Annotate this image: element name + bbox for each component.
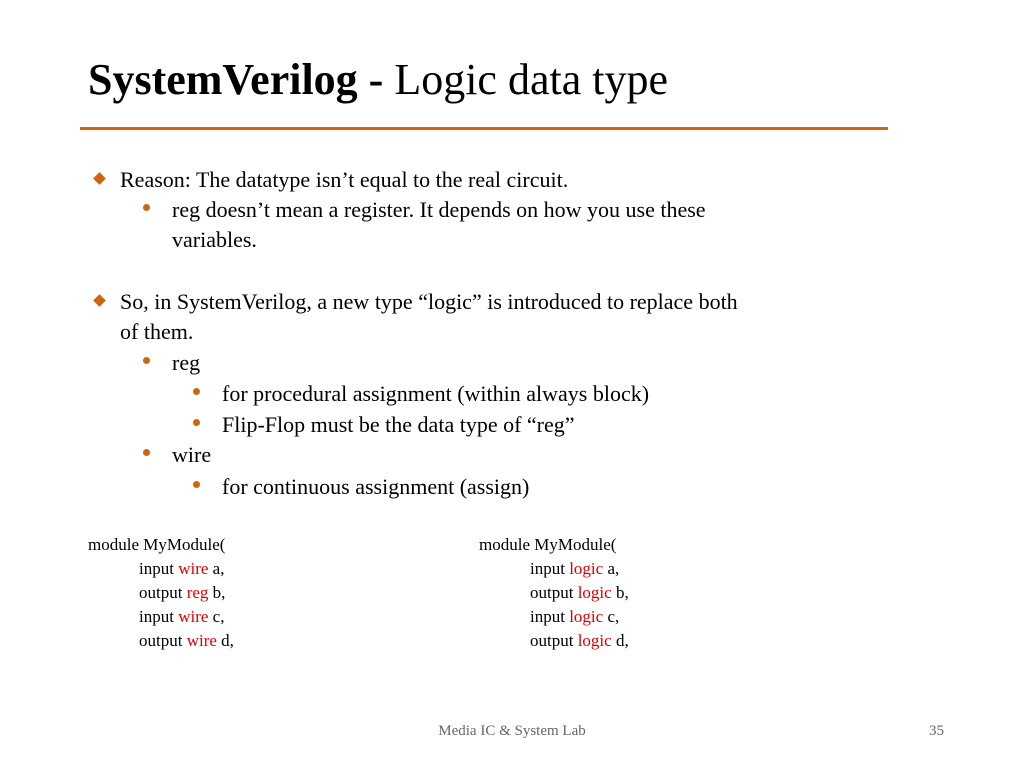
port-name: a, (208, 559, 225, 578)
sub-bullet-wire: wire (172, 442, 212, 467)
port-name: d, (216, 631, 234, 650)
code-left-line (139, 605, 224, 629)
sub-sub-bullet-procedural: for procedural assignment (within always block) (222, 381, 650, 406)
code-left-line (139, 557, 224, 581)
port-direction: output (530, 631, 574, 650)
title-bold-part: SystemVerilog - (88, 55, 384, 104)
dot-bullet-icon (143, 449, 150, 456)
port-type: wire (178, 607, 209, 626)
port-type: reg (186, 583, 209, 602)
port-name: b, (208, 583, 226, 602)
dot-bullet-icon (193, 419, 200, 426)
page-number: 35 (929, 723, 944, 739)
port-type: logic (569, 607, 604, 626)
diamond-bullet-icon (93, 172, 106, 185)
sub-bullet-reg-meaning-cont: variables. (172, 227, 257, 252)
diamond-bullet-icon (93, 294, 106, 307)
port-type: logic (577, 631, 612, 650)
port-name: c, (208, 607, 225, 626)
bullet-reason: Reason: The datatype isn’t equal to the real circuit. (120, 167, 569, 192)
footer-lab-name: Media IC & System Lab (438, 723, 586, 739)
code-right-line (530, 605, 619, 629)
port-name: d, (611, 631, 629, 650)
port-direction: output (139, 631, 183, 650)
port-name: b, (611, 583, 629, 602)
code-right-line (530, 581, 629, 605)
dot-bullet-icon (193, 388, 200, 395)
dot-bullet-icon (193, 481, 200, 488)
code-right-line (530, 557, 619, 581)
slide-title (88, 52, 668, 108)
title-underline (80, 127, 888, 130)
dot-bullet-icon (143, 204, 150, 211)
sub-sub-bullet-flipflop: Flip-Flop must be the data type of “reg” (222, 412, 575, 437)
port-direction: input (530, 607, 570, 626)
code-right-line (530, 629, 629, 653)
port-name: c, (603, 607, 620, 626)
port-type: wire (186, 631, 217, 650)
bullet-logic-intro-cont: of them. (120, 319, 194, 344)
port-direction: input (139, 607, 179, 626)
code-left-line (139, 629, 234, 653)
code-left-header: module MyModule( (88, 535, 226, 554)
title-rest-part: Logic data type (394, 55, 668, 104)
port-direction: input (139, 559, 179, 578)
dot-bullet-icon (143, 357, 150, 364)
port-name: a, (603, 559, 620, 578)
sub-bullet-reg-meaning: reg doesn’t mean a register. It depends on how you use these (172, 197, 706, 222)
port-type: logic (577, 583, 612, 602)
port-type: logic (569, 559, 604, 578)
code-left-line (139, 581, 225, 605)
port-type: wire (178, 559, 209, 578)
bullet-logic-intro: So, in SystemVerilog, a new type “logic” is introduced to replace both (120, 289, 738, 314)
port-direction: input (530, 559, 570, 578)
port-direction: output (139, 583, 187, 602)
sub-sub-bullet-continuous: for continuous assignment (assign) (222, 474, 530, 499)
port-direction: output (530, 583, 574, 602)
sub-bullet-reg: reg (172, 350, 201, 375)
code-right-header: module MyModule( (479, 535, 617, 554)
